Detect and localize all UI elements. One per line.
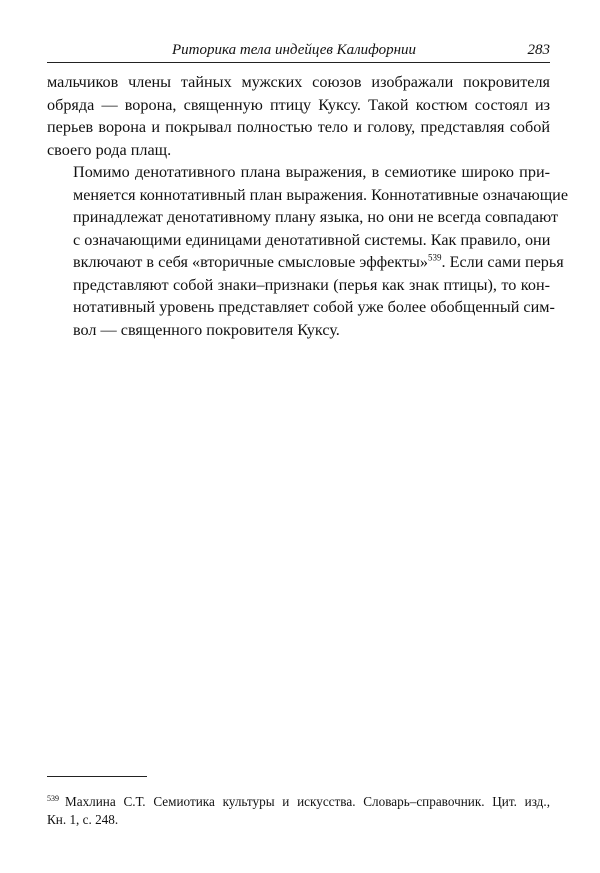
text-line: представляют собой знаки–признаки (перья как знак птицы), то кон- — [73, 275, 550, 294]
running-header-title: Риторика тела индейцев Калифорнии — [172, 42, 417, 58]
footnote-line — [47, 793, 550, 811]
footnote-number: 539 — [47, 793, 59, 803]
paragraph-2 — [47, 161, 569, 341]
main-text — [47, 71, 569, 341]
header-rule — [47, 62, 550, 63]
text-line: перьев ворона и покрывал полностью тело и голову, представляя собой — [47, 118, 550, 136]
page-number: 283 — [527, 42, 550, 58]
running-header — [47, 40, 550, 66]
footnote-line: Кн. 1, с. 248. — [47, 812, 119, 827]
text-line: с означающими единицами денотативной системы. Как правило, они — [73, 230, 551, 249]
text-line: вол — священного покровителя Куксу. — [73, 320, 340, 339]
footnote-reference[interactable]: 539 — [427, 252, 442, 263]
text-line — [47, 251, 564, 274]
text-fragment: . Если сами перья — [441, 253, 564, 271]
paragraph-1 — [47, 71, 550, 161]
footnote-text: Махлина С.Т. Семиотика культуры и искусства. Словарь–справочник. Цит. изд., — [65, 794, 550, 809]
footnote-rule — [47, 776, 147, 777]
text-line: мальчиков члены тайных мужских союзов изображали покровителя — [47, 73, 550, 91]
text-line: нотативный уровень представляет собой уже более обобщенный сим- — [73, 298, 555, 316]
text-line: обряда — ворона, священную птицу Куксу. Такой костюм состоял из — [47, 95, 550, 114]
footnote — [47, 793, 550, 829]
text-line: меняется коннотативный план выражения. Коннотативные означающие — [73, 185, 569, 204]
text-line: своего рода плащ. — [47, 140, 172, 159]
text-line: Помимо денотативного плана выражения, в семиотике широко при- — [73, 163, 550, 181]
text-fragment: включают в себя «вторичные смысловые эффекты» — [73, 253, 428, 271]
text-line: принадлежат денотативному плану языка, но они не всегда совпадают — [73, 208, 559, 226]
